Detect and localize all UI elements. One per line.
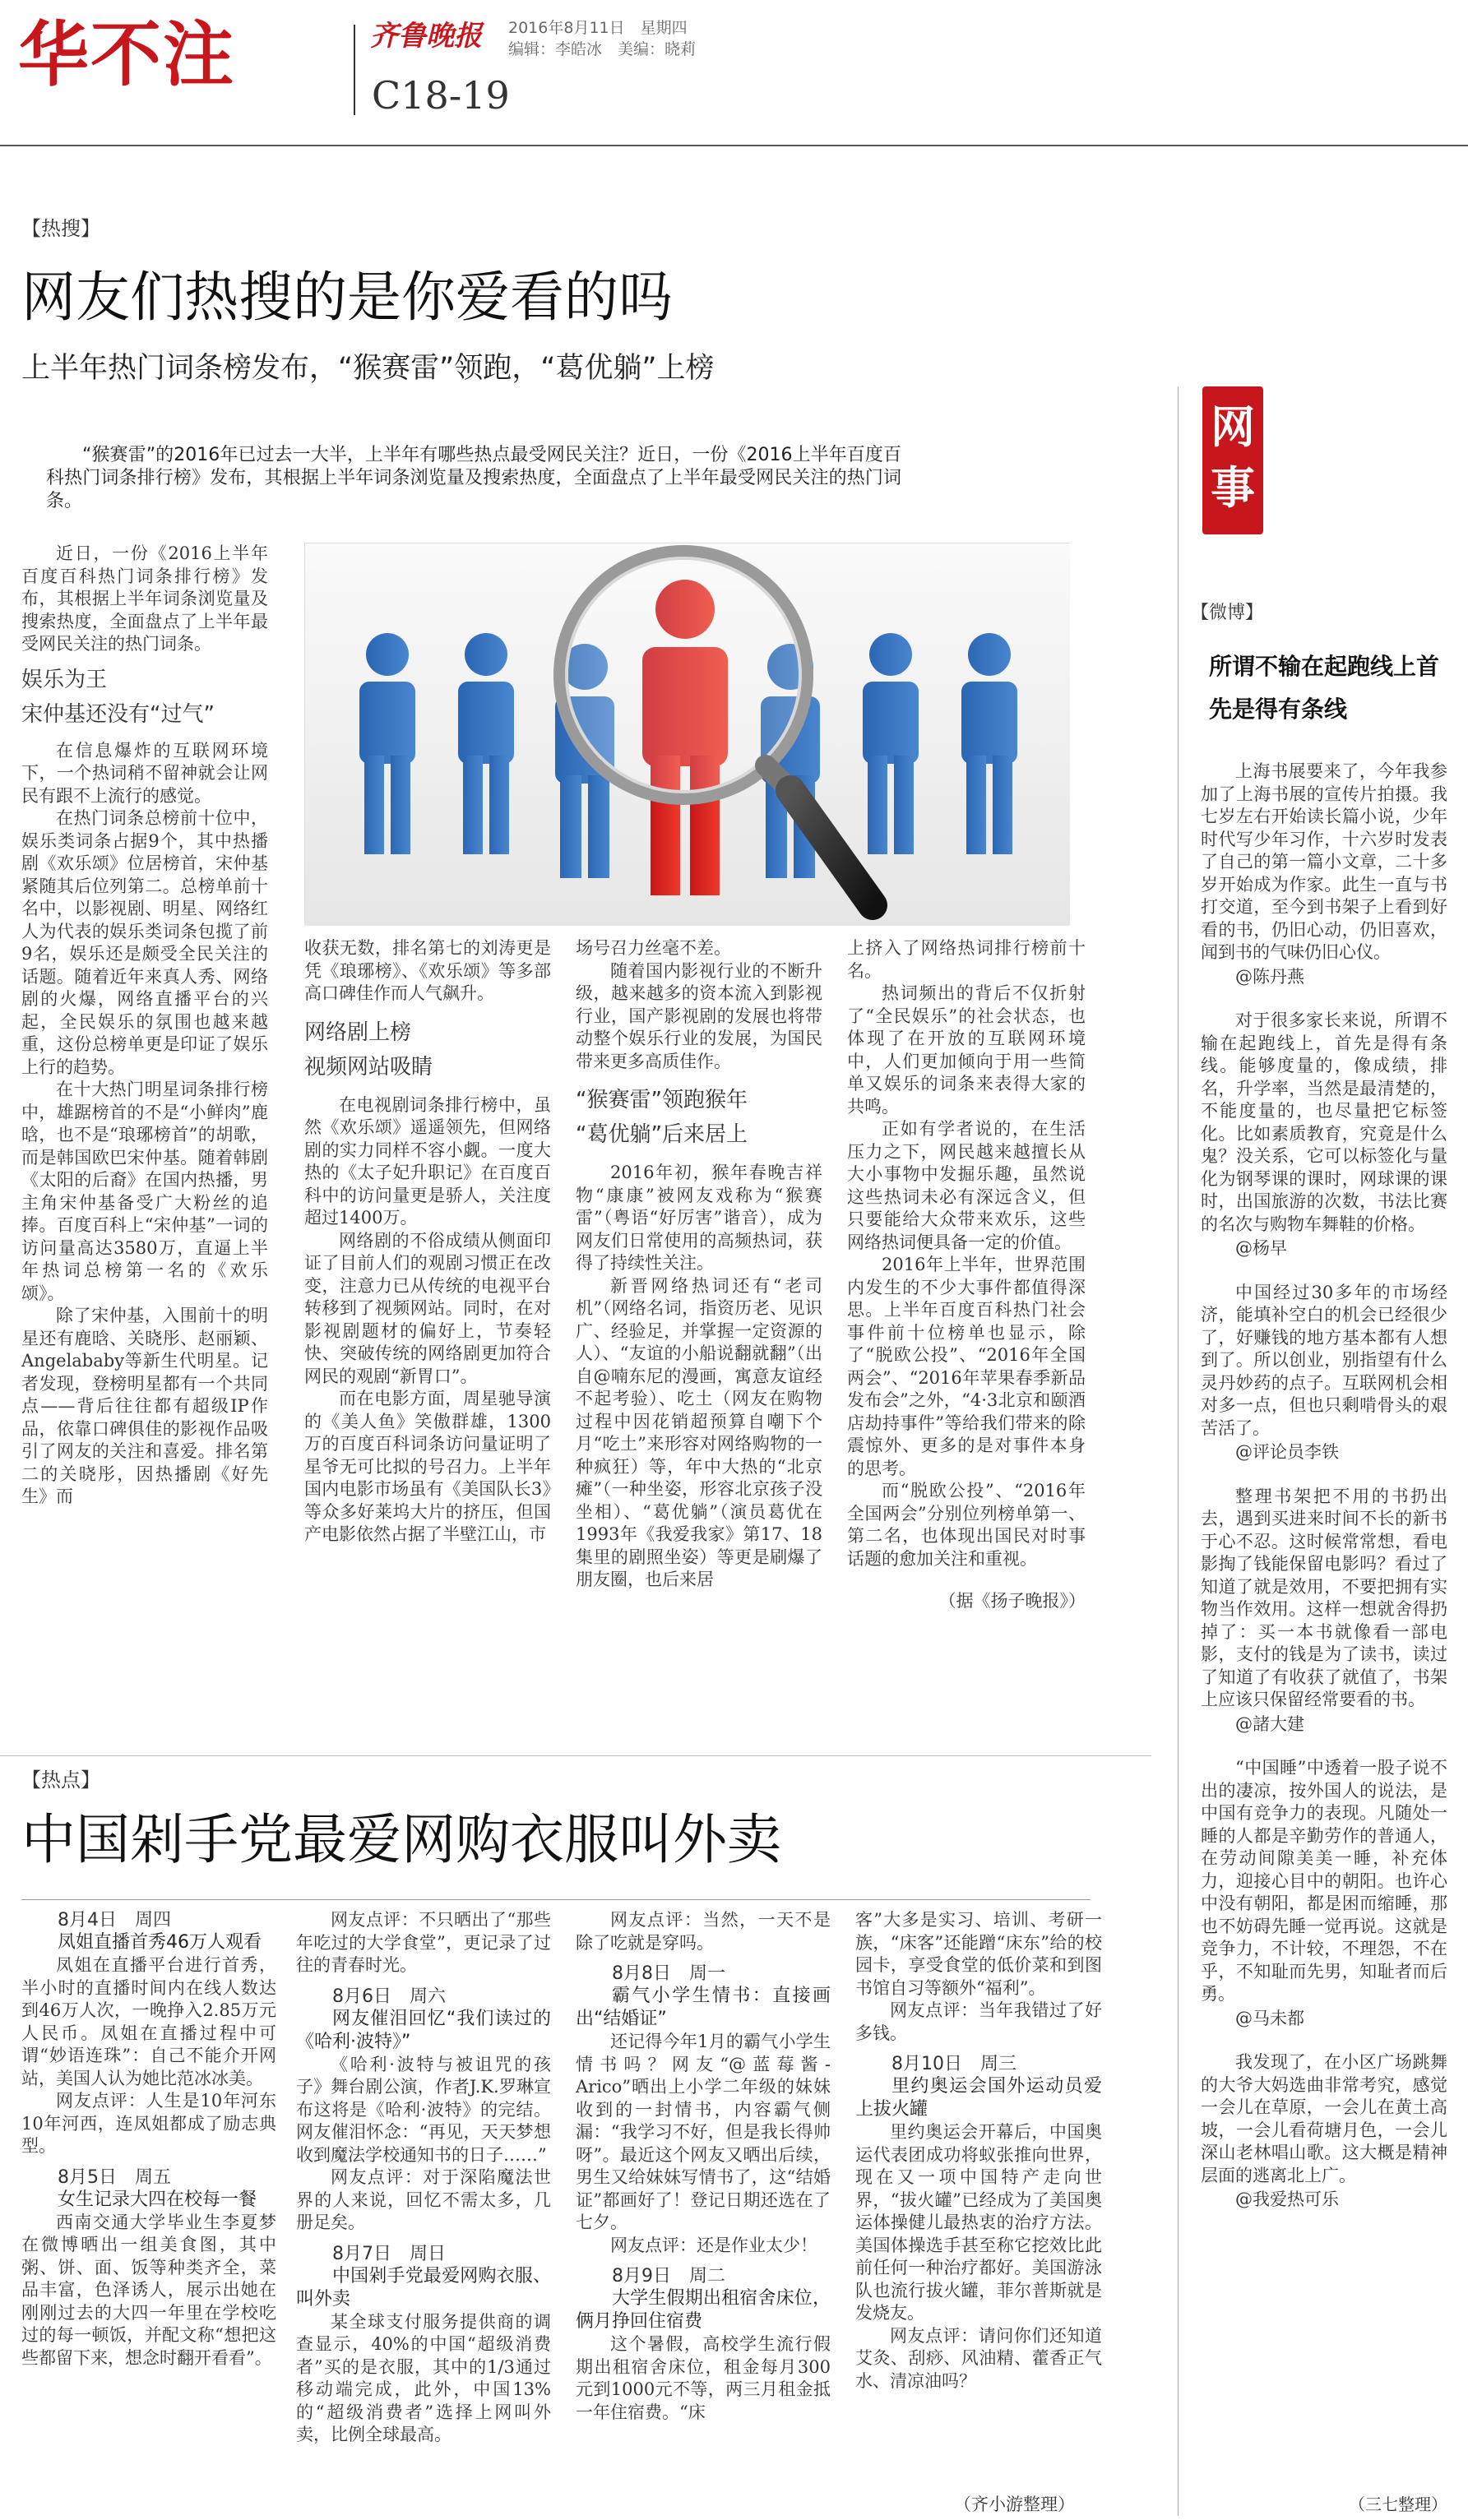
page-number: C18-19	[372, 73, 510, 118]
paragraph: 客”大多是实习、培训、考研一族，“床客”还能蹭“床东”给的校园卡，享受食堂的低价菜和到图书馆自习等额外“福利”。	[855, 1910, 1102, 1998]
paragraph: 网友点评：还是作业太少！	[610, 2235, 817, 2255]
article-credit: （齐小游整理）	[954, 2495, 1075, 2514]
entry-date: 8月9日 周二	[612, 2266, 725, 2286]
article-column-4	[847, 937, 1086, 1977]
weibo-post	[1201, 761, 1447, 988]
article-lead: “猴赛雷”的2016年已过去一大半，上半年有哪些热点最受网民关注？近日，一份《2016上半年百度百科热门词条排行榜》发布，其根据上半年词条浏览量及搜索热度，全面盘点了上半年最受网民关注的热门词条。	[46, 445, 901, 511]
article-column-1	[21, 1909, 276, 2509]
weibo-post	[1201, 1757, 1447, 2030]
paragraph: 在电视剧词条排行榜中，虽然《欢乐颂》遥遥领先，但网络剧的实力同样不容小觑。一度大热的《太子妃升职记》在百度百科中的访问量更是骄人，关注度超过1400万。	[304, 1094, 551, 1228]
article-source: （据《扬子晚报》）	[938, 1591, 1086, 1611]
paragraph: 在热门词条总榜前十位中，娱乐类词条占据9个，其中热播剧《欢乐颂》位居榜首，宋仲基紧随其后位列第二。总榜单前十名中，以影视剧、明星、网络红人为代表的娱乐类词条包揽了前9名，娱乐还是颇受全民关注的话题。随着近年来真人秀、网络剧的火爆，网络直播平台的兴起，全民娱乐的氛围也越来越重，这份总榜单更是印证了娱乐上行的趋势。	[21, 808, 268, 1077]
column-title: 华不注	[18, 14, 235, 96]
paragraph: 网友点评：不只晒出了“那些年吃过的大学食堂”，更记录了过往的青春时光。	[296, 1910, 551, 1975]
section-divider	[0, 1755, 1151, 1756]
sidebar-title: 所谓不输在起跑线上首先是得有条线	[1209, 653, 1440, 723]
article-headline: 中国剁手党最爱网购衣服叫外卖	[21, 1808, 781, 1871]
article-subhead: 上半年热门词条榜发布，“猴赛雷”领跑，“葛优躺”上榜	[21, 352, 715, 385]
entry-date: 8月8日 周一	[612, 1963, 725, 1984]
weibo-post	[1201, 1486, 1447, 1736]
paragraph: 网友点评：对于深陷魔法世界的人来说，回忆不需太多，几册足矣。	[296, 2167, 551, 2232]
post-author: @马未都	[1235, 2008, 1304, 2028]
post-text: 整理书架把不用的书扔出去，遇到买进来时间不长的新书于心不忍。这时候常常想，看电影掏了钱能保留电影吗？看过了知道了就是效用，不要把拥有实物当作效用。这样一想就舍得扔掉了：买一本书就像看一部电影，支付的钱是为了读书，读过了知道了有收获了就值了，书架上应该只保留经常要看的书。	[1201, 1486, 1447, 1709]
paragraph: 而在电影方面，周星驰导演的《美人鱼》笑傲群雄，1300万的百度百科词条访问量证明了星爷无可比拟的号召力。上半年国内电影市场虽有《美国队长3》等众多好莱坞大片的挤压，但国产电影依然占据了半壁江山，市	[304, 1389, 551, 1544]
section-tag: 【热点】	[21, 1769, 100, 1792]
people-magnifier-illustration	[305, 543, 1070, 926]
paragraph: 新晋网络热词还有“老司机”（网络名词，指资历老、见识广、经验足，并掌握一定资源的人）、“友谊的小船说翻就翻”（出自@喃东尼的漫画，寓意友谊经不起考验）、吃土（网友在购物过程中因花销超预算自嘲下个月“吃土”来形容对网络购物的一种疯狂）等，年中大热的“北京瘫”（一种坐姿，形容北京孩子没坐相）、“葛优躺”（演员葛优在1993年《我爱我家》第17、18集里的剧照坐姿）等更是刷爆了朋友圈，也后来居	[576, 1275, 822, 1589]
weibo-post	[1201, 2051, 1447, 2212]
paragraph: 热词频出的背后不仅折射了“全民娱乐”的社会状态，也体现了在开放的互联网环境中，人们更加倾向于用一些简单又娱乐的词条来表得大家的共鸣。	[847, 983, 1086, 1117]
subheading: 网络剧上榜	[304, 1020, 412, 1045]
entry-date: 8月6日 周六	[332, 1986, 446, 2007]
paragraph: 这个暑假，高校学生流行假期出租宿舍床位，租金每月300元到1000元不等，两三月租金抵一年住宿费。“床	[576, 2334, 831, 2422]
sidebar-credit: （三七整理）	[1349, 2495, 1447, 2514]
header-rule	[0, 145, 1468, 146]
logo-char: 事	[1211, 461, 1255, 514]
post-text: “中国睡”中透着一股子说不出的凄凉，按外国人的说法，是中国有竞争力的表现。凡随处一睡的人都是辛勤劳作的普通人，在劳动间隙美美一睡，补充体力，迎接心目中的朝阳。也许心中没有朝阳，都是困而缩睡，那也不妨碍先睡一觉再说。这就是竞争力，不计较，不理怨，不在乎，不知耻而先男，知耻者而后勇。	[1201, 1758, 1447, 2004]
subheading: 宋仲基还没有“过气”	[21, 701, 215, 727]
entry-headline: 里约奥运会国外运动员爱上拔火罐	[855, 2076, 1102, 2120]
paragraph: 随着国内影视行业的不断升级，越来越多的资本流入到影视行业，国产影视剧的发展也将带动整个娱乐行业的发展，为国民带来更多高质佳作。	[576, 960, 822, 1071]
article-column-2	[296, 1909, 551, 2509]
issue-date: 2016年8月11日 星期四	[508, 19, 688, 37]
entry-headline: 凤姐直播首秀46万人观看	[58, 1932, 262, 1953]
subheading: 娱乐为王	[21, 667, 108, 692]
article-headline: 网友们热搜的是你爱看的吗	[21, 266, 673, 329]
post-text: 中国经过30多年的市场经济，能填补空白的机会已经很少了，好赚钱的地方基本都有人想到了。所以创业，别指望有什么灵丹妙药的点子。互联网机会相对多一点，但也只剩啃骨头的艰苦活了。	[1201, 1282, 1447, 1438]
post-author: @评论员李铁	[1235, 1442, 1339, 1462]
paragraph: 近日，一份《2016上半年百度百科热门词条排行榜》发布，其根据上半年词条浏览量及搜索热度，全面盘点了上半年最受网民关注的热门词条。	[21, 543, 268, 654]
header-divider	[354, 25, 355, 115]
paragraph: 2016年上半年，世界范围内发生的不少大事件都值得深思。上半年百度百科热门社会事件前十位榜单也显示，除了“脱欧公投”、“2016年全国两会”、“2016年苹果春季新品发布会”之外，“4·3北京和颐酒店劫持事件”等给我们带来的除震惊外、更多的是对事件本身的思考。	[847, 1255, 1086, 1478]
post-author: @陈丹燕	[1235, 966, 1304, 987]
subheading: 视频网站吸睛	[304, 1054, 433, 1080]
headline-rule	[21, 1899, 1091, 1900]
subheading: “猴赛雷”领跑猴年	[576, 1088, 748, 1112]
paragraph: 上挤入了网络热词排行榜前十名。	[847, 938, 1086, 981]
subheading: “葛优躺”后来居上	[576, 1122, 748, 1147]
paragraph: 在十大热门明星词条排行榜中，雄踞榜首的不是“小鲜肉”鹿晗，也不是“琅琊榜首”的胡歌，而是韩国欧巴宋仲基。随着韩剧《太阳的后裔》在国内热播，男主角宋仲基备受广大粉丝的追捧。百度百科上“宋仲基”一词的访问量高达3580万，直逼上半年热词总榜第一名的《欢乐颂》。	[21, 1080, 268, 1303]
sidebar-logo	[1202, 386, 1263, 534]
paragraph: 在信息爆炸的互联网环境下，一个热词稍不留神就会让网民有跟不上流行的感觉。	[21, 740, 268, 806]
paragraph: 某全球支付服务提供商的调查显示，40%的中国“超级消费者”买的是衣服，其中的1/3通过移动端完成，此外，中国13%的“超级消费者”选择上网叫外卖，比例全球最高。	[296, 2311, 551, 2444]
entry-headline: 女生记录大四在校每一餐	[58, 2189, 257, 2210]
entry-headline: 霸气小学生情书：直接画出“结婚证”	[576, 1986, 831, 2029]
paragraph: 除了宋仲基，入围前十的明星还有鹿晗、关晓彤、赵丽颖、Angelababy等新生代明星。记者发现，登榜明星都有一个共同点——背后往往都有超级IP作品，依靠口碑俱佳的影视作品吸引了网友的关注和喜爱。排名第二的关晓彤，因热播剧《好先生》而	[21, 1306, 268, 1506]
paragraph: 里约奥运会开幕后，中国奥运代表团成功将蚁张推向世界，现在又一项中国特产走向世界，“拔火罐”已经成为了美国奥运体操健儿最热衷的治疗方法。美国体操选手甚至称它挖效比此前任何一种治疗都好。美国游泳队也流行拔火罐，菲尔普斯就是发烧友。	[855, 2122, 1102, 2323]
article-column-3	[576, 1909, 831, 2509]
paragraph: 而“脱欧公投”、“2016年全国两会”分别位列榜单第一、第二名，也体现出国民对时事话题的愈加关注和重视。	[847, 1481, 1086, 1569]
newspaper-logo: 齐鲁晚报	[370, 20, 482, 53]
paragraph: 网友点评：当然，一天不是除了吃就是穿吗。	[576, 1910, 831, 1953]
post-author: @諸大建	[1235, 1713, 1304, 1734]
paragraph: 正如有学者说的，在生活压力之下，网民越来越擅长从大小事物中发掘乐趣，虽然说这些热词未必有深远含义，但只要能给大众带来欢乐，这些网络热词便具备一定的价值。	[847, 1119, 1086, 1252]
paragraph: 网友点评：当年我错过了好多钱。	[855, 2000, 1102, 2043]
post-text: 对于很多家长来说，所谓不输在起跑线上，首先是得有条线。能够度量的，像成绩，排名，升学率，当然是最清楚的，不能度量的，也尽量把它标签化。比如素质教育，究竟是什么鬼？没关系，它可以标签化与量化为钢琴课的课时，网球课的课时，出国旅游的次数，书法比赛的名次与购物车舞鞋的价格。	[1201, 1010, 1447, 1234]
entry-headline: 大学生假期出租宿舍床位，俩月挣回住宿费	[576, 2288, 831, 2332]
paragraph: 网友点评：请问你们还知道艾灸、刮痧、风油精、藿香正气水、清凉油吗？	[855, 2325, 1102, 2391]
entry-date: 8月4日 周四	[58, 1910, 171, 1930]
entry-date: 8月10日 周三	[891, 2054, 1016, 2074]
post-author: @我爱热可乐	[1235, 2189, 1339, 2209]
post-text: 我发现了，在小区广场跳舞的大爷大妈选曲非常考究，感觉一会儿在草原，一会儿在黄土高坡，一会儿看荷塘月色，一会儿深山老林唱山歌。这大概是精神层面的逃离北上广。	[1201, 2052, 1447, 2185]
weibo-post	[1201, 1010, 1447, 1260]
entry-date: 8月5日 周五	[58, 2166, 171, 2188]
post-author: @杨早	[1235, 1238, 1287, 1258]
article-illustration	[304, 543, 1069, 925]
editors: 编辑：李皓冰 美编：晓莉	[508, 40, 697, 58]
paragraph: 《哈利·波特与被诅咒的孩子》舞台剧公演，作者J.K.罗琳宣布这将是《哈利·波特》的完结。网友催泪怀念：“再见，天天梦想收到魔法学校通知书的日子……”	[296, 2054, 551, 2165]
paragraph: 网友点评：人生是10年河东10年河西，连凤姐都成了励志典型。	[21, 2091, 276, 2156]
paragraph: 还记得今年1月的霸气小学生情书吗？网友“@蓝莓酱-Arico”晒出上小学二年级的妹妹收到的一封情书，内容霸气侧漏：“我学习不好，但是我长得帅呀”。最近这个网友又晒出后续，男生又给妹妹写情书了，这“结婚证”都画好了！登记日期还选在了七夕。	[576, 2032, 831, 2232]
sidebar-divider	[1178, 386, 1179, 2516]
entry-headline: 中国剁手党最爱网购衣服、叫外卖	[296, 2265, 551, 2310]
weibo-post	[1201, 1282, 1447, 1464]
paragraph: 凤姐在直播平台进行首秀，半小时的直播时间内在线人数达到46万人次，一晚挣入2.85万元人民币。凤姐在直播过程中可谓“妙语连珠”：自己不能介开网站，美国人认为她比范冰冰美。	[21, 1955, 276, 2088]
paragraph: 网络剧的不俗成绩从侧面印证了目前人们的观剧习惯正在改变，注意力已从传统的电视平台转移到了视频网站。同时，在对影视剧题材的偏好上，节奏轻快、突破传统的网络剧更加符合网民的观剧“新胃口”。	[304, 1230, 551, 1386]
paragraph: 2016年初，猴年春晚吉祥物“康康”被网友戏称为“猴赛雷”（粤语“好厉害”谐音），成为网友们日常使用的高频热词，获得了持续性关注。	[576, 1163, 822, 1273]
sidebar-tag: 【微博】	[1191, 603, 1264, 623]
post-text: 上海书展要来了，今年我参加了上海书展的宣传片拍摄。我七岁左右开始读长篇小说，少年时代写少年习作，十六岁时发表了自己的第一篇小文章，二十多岁开始成为作家。此生一直与书打交道，至今到书架子上看到好看的书，仍旧心动，仍旧喜欢，闻到书的气味仍旧心仪。	[1201, 761, 1447, 962]
paragraph: 西南交通大学毕业生李夏梦在微博晒出一组美食图，其中粥、饼、面、饭等种类齐全，菜品丰富，色泽诱人，展示出她在刚刚过去的大四一年里在学校吃过的每一顿饭，并配文称“想把这些都留下来，想念时翻开看看”。	[21, 2212, 276, 2368]
article-column-4	[855, 1909, 1102, 2509]
sidebar-posts	[1201, 761, 1447, 2487]
entry-headline: 网友催泪回忆“我们读过的《哈利·波特》”	[296, 2008, 551, 2052]
paragraph: 场号召力丝毫不差。	[576, 938, 731, 958]
logo-char: 网	[1211, 400, 1255, 453]
section-tag: 【热搜】	[21, 217, 100, 240]
paragraph: 收获无数，排名第七的刘涛更是凭《琅琊榜》、《欢乐颂》等多部高口碑佳作而人气飙升。	[304, 938, 551, 1003]
article-column-1	[21, 543, 268, 1977]
entry-date: 8月7日 周日	[332, 2243, 446, 2264]
